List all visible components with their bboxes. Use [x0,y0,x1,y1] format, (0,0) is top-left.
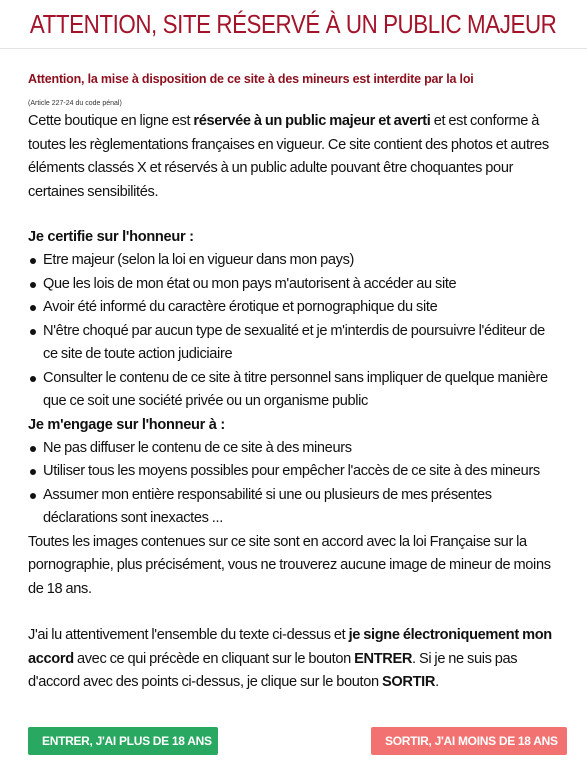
signature-text-4: . [435,674,439,690]
enter-button[interactable]: ENTRER, J'AI PLUS DE 18 ANS [28,727,218,755]
signature-bold-exit: SORTIR [382,674,436,690]
legal-article-reference: (Article 227-24 du code pénal) [28,100,122,107]
exit-button[interactable]: SORTIR, J'AI MOINS DE 18 ANS [371,727,567,755]
page-title: ATTENTION, SITE RÉSERVÉ À UN PUBLIC MAJEUR [30,8,557,39]
list-item: Utiliser tous les moyens possibles pour empêcher l'accès de ce site à des mineurs [43,460,560,484]
legal-warning: Attention, la mise à disposition de ce site à des mineurs est interdite par la loi [28,72,474,86]
list-item: Avoir été informé du caractère érotique et pornographique du site [43,296,560,320]
intro-paragraph [28,110,560,204]
signature-bold-1: je signe électroniquement mon accord [28,627,552,667]
intro-bold: réservée à un public majeur et averti [193,113,431,129]
list-item: N'être choqué par aucun type de sexualité et je m'interdis de poursuivre l'éditeur de ce site de toute action judiciaire [43,320,560,367]
signature-bold-enter: ENTRER [354,650,413,667]
intro-text-1: Cette boutique en ligne est [28,113,194,129]
certify-list [28,249,560,414]
engage-heading: Je m'engage sur l'honneur à : [28,416,225,433]
modal-content [0,71,587,695]
signature-text-2: avec ce qui précède en cliquant sur le bouton [73,650,355,667]
modal-header [0,0,587,49]
intro-text-2: et est conforme à toutes les règlementations françaises en vigueur. Ce site contient des photos et autres éléments classés X et réservés à un public adulte pouvant être choquantes pour certaines sensibilités. [28,113,549,200]
signature-text-1: J'ai lu attentivement l'ensemble du texte ci-dessus et [28,627,349,643]
list-item: Etre majeur (selon la loi en vigueur dans mon pays) [43,249,560,273]
action-buttons [28,727,567,755]
signature-paragraph [28,624,560,695]
signature-text-3: . Si je ne suis pas d'accord avec des points ci-dessus, je clique sur le bouton [28,650,518,690]
certify-heading: Je certifie sur l'honneur : [28,229,194,245]
engage-list [28,437,560,531]
list-item: Ne pas diffuser le contenu de ce site à des mineurs [43,437,560,461]
list-item: Assumer mon entière responsabilité si une ou plusieurs de mes présentes déclarations sont inexactes ... [43,484,560,531]
list-item: Que les lois de mon état ou mon pays m'autorisent à accéder au site [43,273,560,297]
list-item: Consulter le contenu de ce site à titre personnel sans impliquer de quelque manière que ce soit une société privée ou un organisme public [43,367,560,414]
images-notice: Toutes les images contenues sur ce site sont en accord avec la loi Française sur la pornographie, plus précisément, vous ne trouverez aucune image de mineur de moins de 18 ans. [28,533,551,597]
